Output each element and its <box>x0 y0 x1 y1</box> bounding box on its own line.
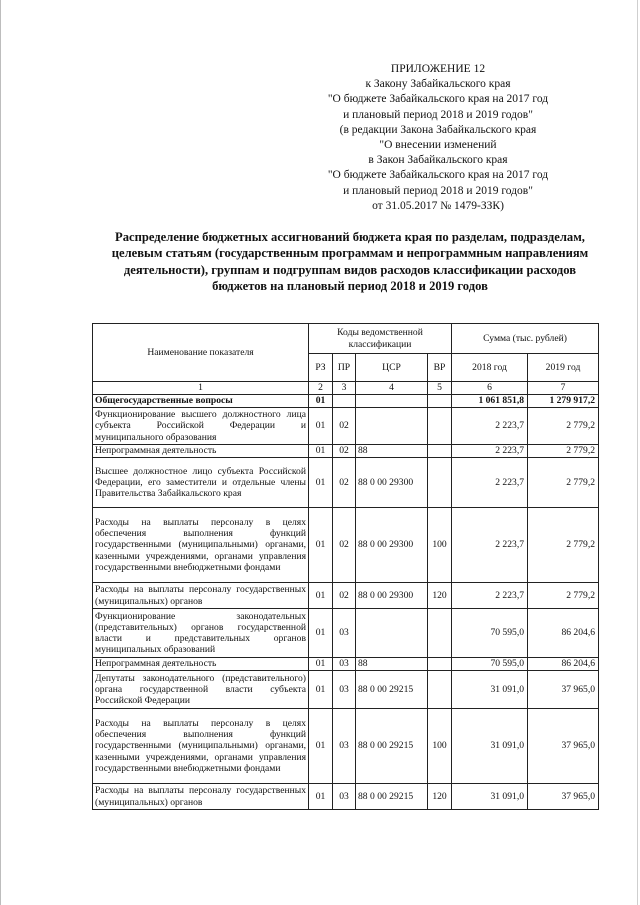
row-vr <box>428 671 452 709</box>
row-rz: 01 <box>309 458 333 508</box>
col-header-2018: 2018 год <box>452 354 528 382</box>
row-vr <box>428 445 452 458</box>
row-csr: 88 0 00 29215 <box>356 784 428 810</box>
row-2018: 31 091,0 <box>452 671 528 709</box>
row-vr: 100 <box>428 508 452 583</box>
row-vr <box>428 658 452 671</box>
row-name: Расходы на выплаты персоналу в целях обеспечения выполнения функций государственными (муниципальными) органами, казенными учреждениями, органами управления государственными внебюджетными фондами <box>93 709 309 784</box>
appendix-line: в Закон Забайкальского края <box>368 154 508 167</box>
appendix-line: ПРИЛОЖЕНИЕ 12 <box>390 63 486 75</box>
row-csr: 88 0 00 29215 <box>356 671 428 709</box>
appendix-line: и плановый период 2018 и 2019 годов" <box>343 184 533 197</box>
col-number: 4 <box>356 382 428 395</box>
row-name: Депутаты законодательного (представительного) органа государственной власти субъекта Российской Федерации <box>93 671 309 709</box>
row-rz: 01 <box>309 508 333 583</box>
row-pr: 02 <box>333 445 356 458</box>
row-pr: 02 <box>333 408 356 445</box>
row-csr: 88 0 00 29300 <box>356 583 428 609</box>
row-csr <box>356 609 428 658</box>
row-rz: 01 <box>309 583 333 609</box>
table-row <box>93 709 599 784</box>
row-2018: 31 091,0 <box>452 784 528 810</box>
row-pr: 03 <box>333 671 356 709</box>
row-2018: 2 223,7 <box>452 445 528 458</box>
scan-left-edge <box>0 0 1 905</box>
row-csr: 88 <box>356 445 428 458</box>
row-name: Расходы на выплаты персоналу в целях обеспечения выполнения функций государственными (муниципальными) органами, казенными учреждениями, органами управления государственными внебюджетными фондами <box>93 508 309 583</box>
table-row <box>93 508 599 583</box>
row-2019: 37 965,0 <box>528 784 599 810</box>
col-number: 7 <box>528 382 599 395</box>
row-2019: 86 204,6 <box>528 658 599 671</box>
row-rz: 01 <box>309 784 333 810</box>
col-header-rz: РЗ <box>309 354 333 382</box>
row-2019: 37 965,0 <box>528 709 599 784</box>
row-name: Непрограммная деятельность <box>93 445 309 458</box>
row-2018: 2 223,7 <box>452 508 528 583</box>
table-row <box>93 445 599 458</box>
row-2018: 1 061 851,8 <box>452 395 528 408</box>
col-number: 2 <box>309 382 333 395</box>
table-row <box>93 395 599 408</box>
row-pr: 03 <box>333 709 356 784</box>
row-vr <box>428 609 452 658</box>
row-csr: 88 0 00 29215 <box>356 709 428 784</box>
appendix-line: "О бюджете Забайкальского края на 2017 год <box>327 169 549 182</box>
col-header-pr: ПР <box>333 354 356 382</box>
row-2019: 37 965,0 <box>528 671 599 709</box>
table-row <box>93 658 599 671</box>
col-header-csr: ЦСР <box>356 354 428 382</box>
row-2018: 31 091,0 <box>452 709 528 784</box>
row-2018: 2 223,7 <box>452 408 528 445</box>
row-2018: 2 223,7 <box>452 458 528 508</box>
row-pr: 02 <box>333 458 356 508</box>
col-header-sum: Сумма (тыс. рублей) <box>452 324 599 354</box>
row-2019: 86 204,6 <box>528 609 599 658</box>
row-pr: 03 <box>333 658 356 671</box>
col-number: 6 <box>452 382 528 395</box>
row-name: Непрограммная деятельность <box>93 658 309 671</box>
row-name: Общегосударственные вопросы <box>93 395 309 408</box>
row-2019: 1 279 917,2 <box>528 395 599 408</box>
row-vr: 120 <box>428 784 452 810</box>
row-pr: 03 <box>333 784 356 810</box>
table-row <box>93 784 599 810</box>
table-row <box>93 609 599 658</box>
budget-table <box>92 323 599 810</box>
col-number: 3 <box>333 382 356 395</box>
row-2019: 2 779,2 <box>528 408 599 445</box>
col-number: 1 <box>93 382 309 395</box>
table-row <box>93 671 599 709</box>
row-2019: 2 779,2 <box>528 458 599 508</box>
row-2019: 2 779,2 <box>528 583 599 609</box>
row-2018: 70 595,0 <box>452 609 528 658</box>
row-rz: 01 <box>309 395 333 408</box>
appendix-header <box>318 62 558 214</box>
table-row <box>93 583 599 609</box>
row-rz: 01 <box>309 609 333 658</box>
row-name: Функционирование высшего должностного лица субъекта Российской Федерации и муниципального образования <box>93 408 309 445</box>
row-2018: 2 223,7 <box>452 583 528 609</box>
col-header-codes: Коды ведомственной классификации <box>309 324 452 354</box>
row-pr <box>333 395 356 408</box>
row-2019: 2 779,2 <box>528 508 599 583</box>
appendix-line: (в редакции Закона Забайкальского края <box>339 123 537 136</box>
document-title: Распределение бюджетных ассигнований бюджета края по разделам, подразделам, целевым статьям (государственным программам и непрограммным направлениям деятельности), группам и подгруппам видов расходов классификации расходов бюджетов на плановый период 2018 и 2019 годов <box>111 230 589 294</box>
row-vr <box>428 395 452 408</box>
appendix-line: "О бюджете Забайкальского края на 2017 год <box>327 93 549 106</box>
col-header-2019: 2019 год <box>528 354 599 382</box>
row-vr <box>428 408 452 445</box>
row-vr: 120 <box>428 583 452 609</box>
row-csr <box>356 408 428 445</box>
row-2019: 2 779,2 <box>528 445 599 458</box>
row-csr: 88 0 00 29300 <box>356 458 428 508</box>
table-row <box>93 408 599 445</box>
col-header-name: Наименование показателя <box>93 324 309 382</box>
row-rz: 01 <box>309 445 333 458</box>
table-row <box>93 458 599 508</box>
row-csr: 88 <box>356 658 428 671</box>
col-header-vr: ВР <box>428 354 452 382</box>
col-number: 5 <box>428 382 452 395</box>
row-name: Расходы на выплаты персоналу государственных (муниципальных) органов <box>93 784 309 810</box>
row-rz: 01 <box>309 408 333 445</box>
appendix-line: от 31.05.2017 № 1479-ЗЗК) <box>372 199 504 212</box>
appendix-line: к Закону Забайкальского края <box>365 78 511 91</box>
appendix-line: "О внесении изменений <box>379 139 497 152</box>
row-rz: 01 <box>309 671 333 709</box>
row-2018: 70 595,0 <box>452 658 528 671</box>
row-vr: 100 <box>428 709 452 784</box>
row-rz: 01 <box>309 709 333 784</box>
scan-right-edge <box>637 0 638 905</box>
row-pr: 03 <box>333 609 356 658</box>
row-name: Расходы на выплаты персоналу государственных (муниципальных) органов <box>93 583 309 609</box>
row-csr <box>356 395 428 408</box>
row-pr: 02 <box>333 583 356 609</box>
row-name: Функционирование законодательных (представительных) органов государственной власти и представительных органов муниципальных образований <box>93 609 309 658</box>
row-name: Высшее должностное лицо субъекта Российской Федерации, его заместители и отдельные члены Правительства Забайкальского края <box>93 458 309 508</box>
appendix-line: и плановый период 2018 и 2019 годов" <box>343 108 533 121</box>
row-rz: 01 <box>309 658 333 671</box>
row-vr <box>428 458 452 508</box>
row-csr: 88 0 00 29300 <box>356 508 428 583</box>
row-pr: 02 <box>333 508 356 583</box>
